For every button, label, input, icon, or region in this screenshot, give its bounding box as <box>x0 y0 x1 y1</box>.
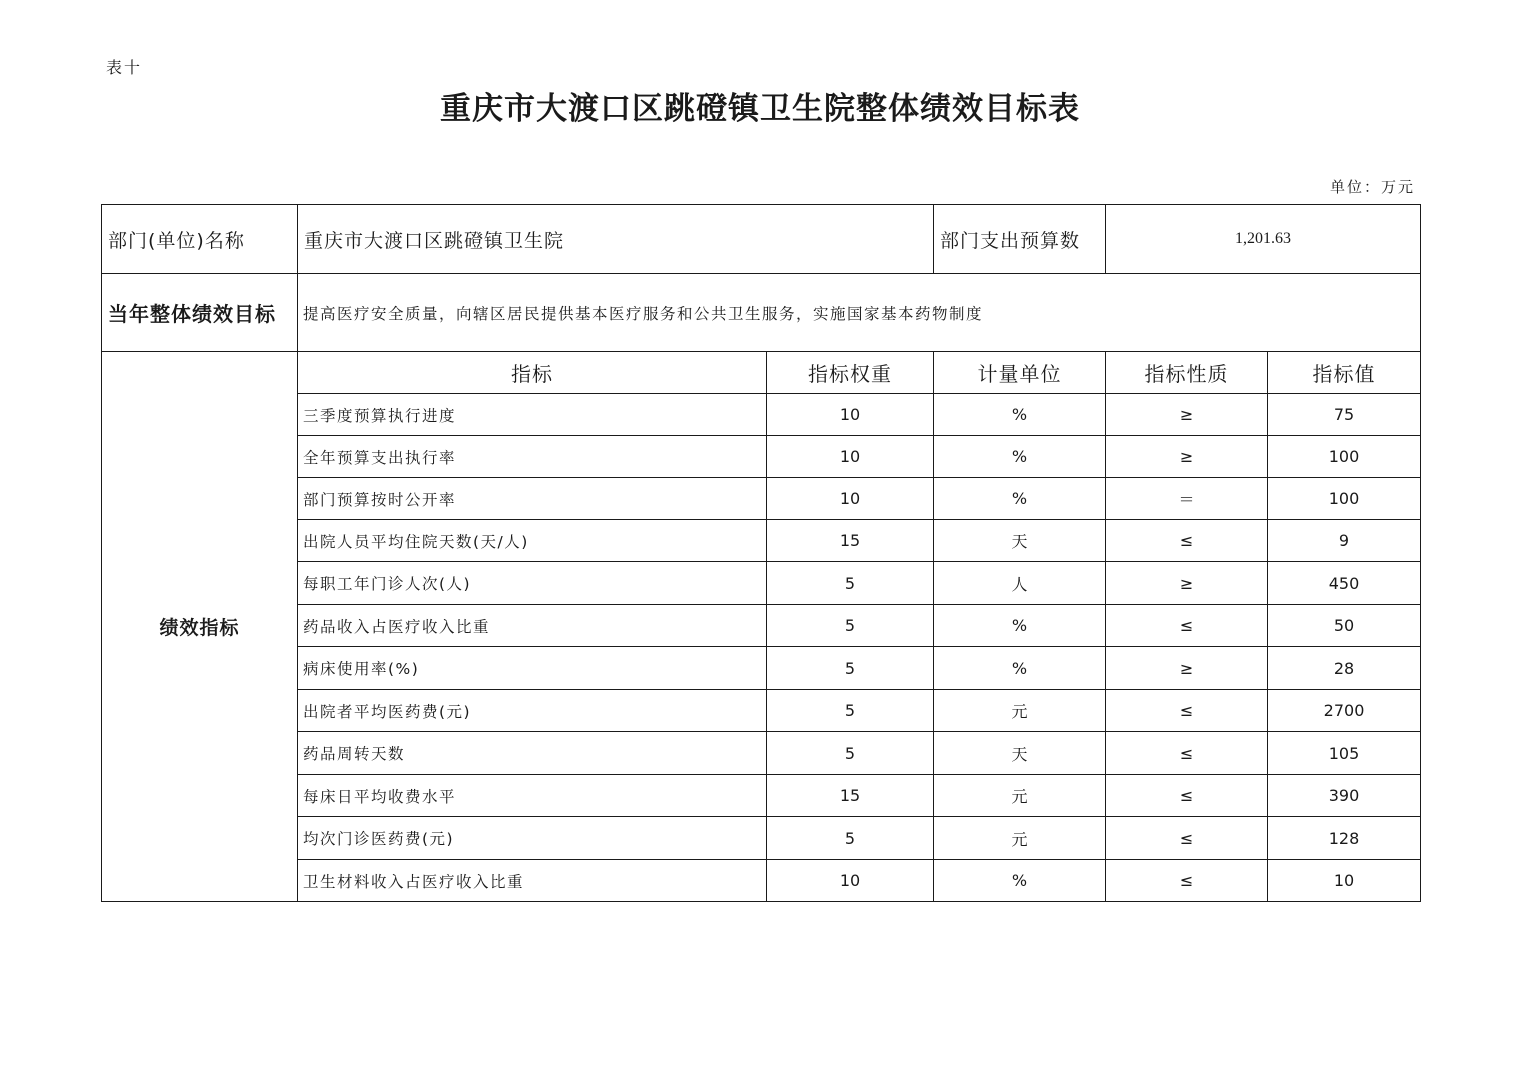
metric-weight: 15 <box>767 520 934 562</box>
metric-nature: ＝ <box>1106 478 1268 520</box>
metric-name: 部门预算按时公开率 <box>298 478 767 520</box>
metric-unit: 天 <box>934 732 1106 775</box>
metric-value: 9 <box>1268 520 1421 562</box>
metric-name: 卫生材料收入占医疗收入比重 <box>298 860 767 902</box>
budget-value: 1,201.63 <box>1106 205 1421 274</box>
metric-unit: 人 <box>934 562 1106 605</box>
metric-name: 出院人员平均住院天数(天/人) <box>298 520 767 562</box>
metric-weight: 5 <box>767 817 934 860</box>
metric-weight: 5 <box>767 732 934 775</box>
table-row <box>102 478 1421 520</box>
metric-unit: 天 <box>934 520 1106 562</box>
metric-value: 10 <box>1268 860 1421 902</box>
metric-value: 390 <box>1268 775 1421 817</box>
column-header-metric: 指标 <box>298 352 767 394</box>
table-row <box>102 732 1421 775</box>
metric-weight: 10 <box>767 394 934 436</box>
metrics-header-row <box>102 352 1421 394</box>
metric-unit: 元 <box>934 775 1106 817</box>
metric-weight: 5 <box>767 562 934 605</box>
column-header-nature: 指标性质 <box>1106 352 1268 394</box>
table-row <box>102 817 1421 860</box>
table-number: 表十 <box>106 58 143 77</box>
metric-name: 出院者平均医药费(元) <box>298 690 767 732</box>
metrics-group-label: 绩效指标 <box>102 352 298 902</box>
metric-nature: ≤ <box>1106 860 1268 902</box>
performance-target-table <box>101 204 1421 902</box>
metric-name: 三季度预算执行进度 <box>298 394 767 436</box>
metric-nature: ≤ <box>1106 817 1268 860</box>
metric-unit: 元 <box>934 690 1106 732</box>
table-row <box>102 647 1421 690</box>
budget-label: 部门支出预算数 <box>934 205 1106 274</box>
metric-name: 每职工年门诊人次(人) <box>298 562 767 605</box>
metric-value: 2700 <box>1268 690 1421 732</box>
metric-nature: ≥ <box>1106 436 1268 478</box>
metric-unit: % <box>934 605 1106 647</box>
metric-value: 100 <box>1268 478 1421 520</box>
metric-value: 50 <box>1268 605 1421 647</box>
metric-name: 病床使用率(%) <box>298 647 767 690</box>
table-row <box>102 520 1421 562</box>
metric-unit: % <box>934 478 1106 520</box>
table-row <box>102 436 1421 478</box>
metric-nature: ≥ <box>1106 394 1268 436</box>
metric-unit: % <box>934 860 1106 902</box>
column-header-value: 指标值 <box>1268 352 1421 394</box>
metric-value: 450 <box>1268 562 1421 605</box>
metric-nature: ≤ <box>1106 605 1268 647</box>
metric-name: 药品周转天数 <box>298 732 767 775</box>
metric-weight: 5 <box>767 690 934 732</box>
table-row <box>102 860 1421 902</box>
metric-value: 28 <box>1268 647 1421 690</box>
table-row <box>102 394 1421 436</box>
document-title: 重庆市大渡口区跳磴镇卫生院整体绩效目标表 <box>440 91 1080 127</box>
column-header-unit: 计量单位 <box>934 352 1106 394</box>
metric-weight: 10 <box>767 860 934 902</box>
metric-nature: ≥ <box>1106 647 1268 690</box>
metric-nature: ≥ <box>1106 562 1268 605</box>
metric-weight: 5 <box>767 647 934 690</box>
metric-name: 均次门诊医药费(元) <box>298 817 767 860</box>
goal-label: 当年整体绩效目标 <box>102 274 298 352</box>
metric-unit: % <box>934 394 1106 436</box>
table-row <box>102 605 1421 647</box>
metric-value: 128 <box>1268 817 1421 860</box>
dept-name-value: 重庆市大渡口区跳磴镇卫生院 <box>298 205 934 274</box>
metric-name: 药品收入占医疗收入比重 <box>298 605 767 647</box>
metric-weight: 10 <box>767 478 934 520</box>
metric-nature: ≤ <box>1106 732 1268 775</box>
table-row <box>102 562 1421 605</box>
goal-row <box>102 274 1421 352</box>
dept-info-row <box>102 205 1421 274</box>
metric-unit: % <box>934 436 1106 478</box>
dept-name-label: 部门(单位)名称 <box>102 205 298 274</box>
metric-value: 105 <box>1268 732 1421 775</box>
metric-nature: ≤ <box>1106 690 1268 732</box>
metric-weight: 15 <box>767 775 934 817</box>
metric-value: 100 <box>1268 436 1421 478</box>
metric-nature: ≤ <box>1106 520 1268 562</box>
goal-value: 提高医疗安全质量，向辖区居民提供基本医疗服务和公共卫生服务，实施国家基本药物制度 <box>298 274 1421 352</box>
table-row <box>102 690 1421 732</box>
metric-unit: 元 <box>934 817 1106 860</box>
metric-name: 全年预算支出执行率 <box>298 436 767 478</box>
metric-nature: ≤ <box>1106 775 1268 817</box>
metric-unit: % <box>934 647 1106 690</box>
metric-weight: 10 <box>767 436 934 478</box>
table-row <box>102 775 1421 817</box>
metric-value: 75 <box>1268 394 1421 436</box>
metric-name: 每床日平均收费水平 <box>298 775 767 817</box>
metric-weight: 5 <box>767 605 934 647</box>
column-header-weight: 指标权重 <box>767 352 934 394</box>
unit-note: 单位：万元 <box>1329 178 1415 196</box>
